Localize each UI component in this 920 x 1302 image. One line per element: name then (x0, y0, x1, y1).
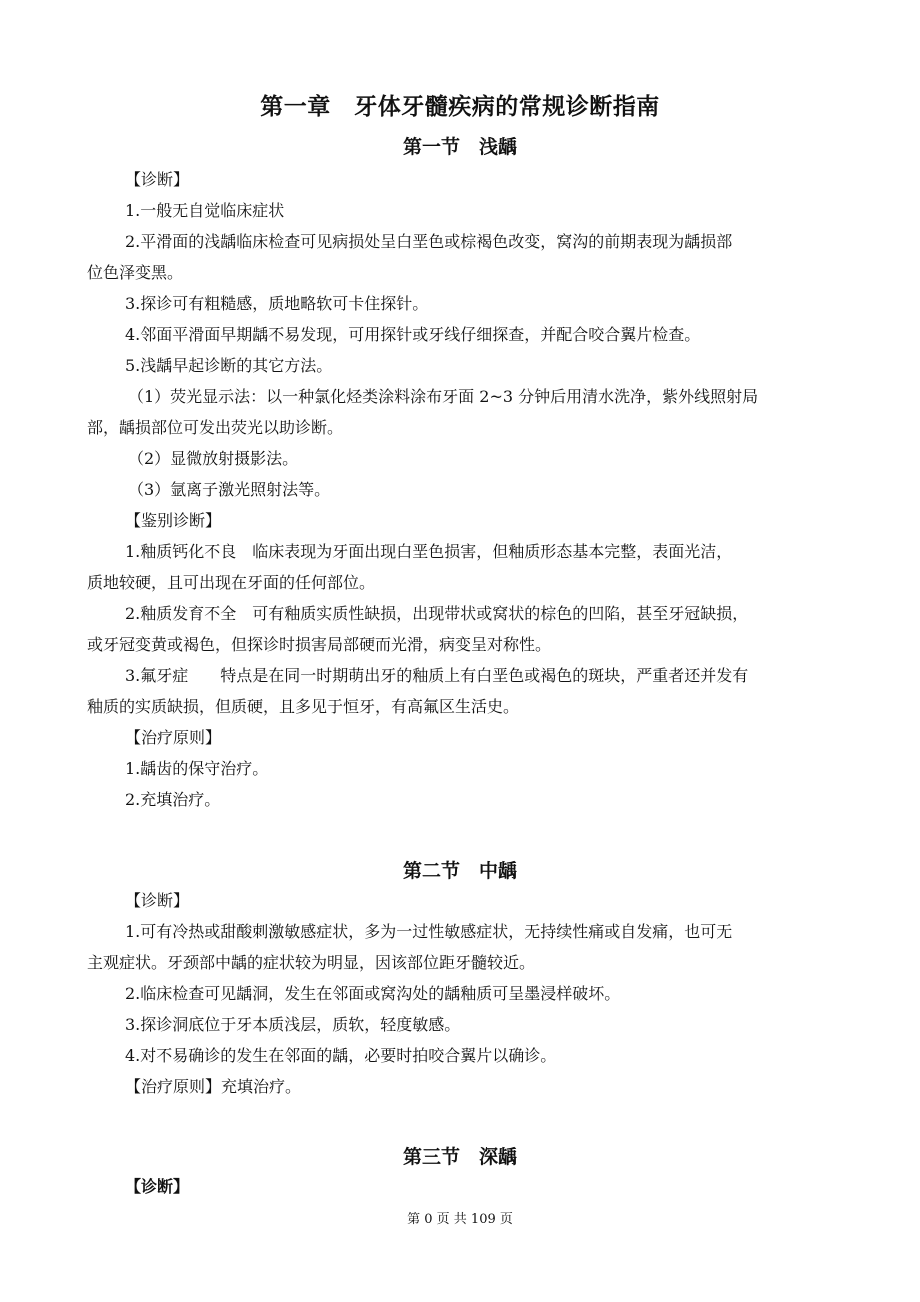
treatment-text: 充填治疗。 (221, 1077, 302, 1096)
paragraph: 2.平滑面的浅龋临床检查可见病损处呈白垩色或棕褐色改变，窝沟的前期表现为龋损部 (125, 232, 733, 251)
paragraph: 3.探诊可有粗糙感，质地略软可卡住探针。 (125, 294, 429, 313)
paragraph: 1.龋齿的保守治疗。 (125, 759, 269, 778)
paragraph: （3）氩离子激光照射法等。 (128, 480, 331, 499)
paragraph-continuation: 或牙冠变黄或褐色，但探诊时损害局部硬而光滑，病变呈对称性。 (87, 635, 552, 654)
chapter-title: 第一章 牙体牙髓疾病的常规诊断指南 (260, 94, 660, 120)
paragraph: （2）显微放射摄影法。 (128, 449, 299, 468)
paragraph-continuation: 釉质的实质缺损，但质硬，且多见于恒牙，有高氟区生活史。 (87, 697, 520, 716)
diagnosis-heading: 【诊断】 (125, 1177, 190, 1196)
differential-diagnosis-heading: 【鉴别诊断】 (125, 511, 222, 530)
treatment-line (125, 1077, 301, 1097)
section-title-shallow-caries: 第一节 浅龋 (402, 136, 517, 158)
paragraph: 4.对不易确诊的发生在邻面的龋，必要时拍咬合翼片以确诊。 (125, 1046, 557, 1065)
paragraph: 2.釉质发育不全 可有釉质实质性缺损，出现带状或窝状的棕色的凹陷，甚至牙冠缺损， (125, 604, 749, 623)
paragraph: 3.氟牙症 特点是在同一时期萌出牙的釉质上有白垩色或褐色的斑块，严重者还并发有 (125, 666, 749, 685)
paragraph-continuation: 主观症状。牙颈部中龋的症状较为明显，因该部位距牙髓较近。 (87, 953, 536, 972)
paragraph: 2.临床检查可见龋洞，发生在邻面或窝沟处的龋釉质可呈墨浸样破坏。 (125, 984, 621, 1003)
paragraph: （1）荧光显示法：以一种氯化烃类涂料涂布牙面 2~3 分钟后用清水洗净，紫外线照射局 (128, 387, 759, 406)
paragraph: 4.邻面平滑面早期龋不易发现，可用探针或牙线仔细探查，并配合咬合翼片检查。 (125, 325, 701, 344)
paragraph: 3.探诊洞底位于牙本质浅层，质软，轻度敏感。 (125, 1015, 461, 1034)
page-footer: 第 0 页 共 109 页 (407, 1212, 513, 1227)
diagnosis-heading: 【诊断】 (125, 891, 190, 910)
diagnosis-heading: 【诊断】 (125, 170, 190, 189)
paragraph: 1.可有冷热或甜酸刺激敏感症状，多为一过性敏感症状，无持续性痛或自发痛，也可无 (125, 922, 733, 941)
paragraph: 2.充填治疗。 (125, 790, 221, 809)
section-title-medium-caries: 第二节 中龋 (402, 860, 517, 882)
treatment-heading: 【治疗原则】 (125, 1077, 222, 1096)
paragraph-continuation: 部，龋损部位可发出荧光以助诊断。 (87, 418, 344, 437)
paragraph: 1.一般无自觉临床症状 (125, 201, 285, 220)
treatment-heading: 【治疗原则】 (125, 728, 222, 747)
paragraph-continuation: 质地较硬，且可出现在牙面的任何部位。 (87, 573, 376, 592)
section-title-deep-caries: 第三节 深龋 (402, 1146, 517, 1168)
paragraph: 1.釉质钙化不良 临床表现为牙面出现白垩色损害，但釉质形态基本完整，表面光洁， (125, 542, 733, 561)
paragraph-continuation: 位色泽变黑。 (87, 263, 184, 282)
paragraph: 5.浅龋早起诊断的其它方法。 (125, 356, 333, 375)
